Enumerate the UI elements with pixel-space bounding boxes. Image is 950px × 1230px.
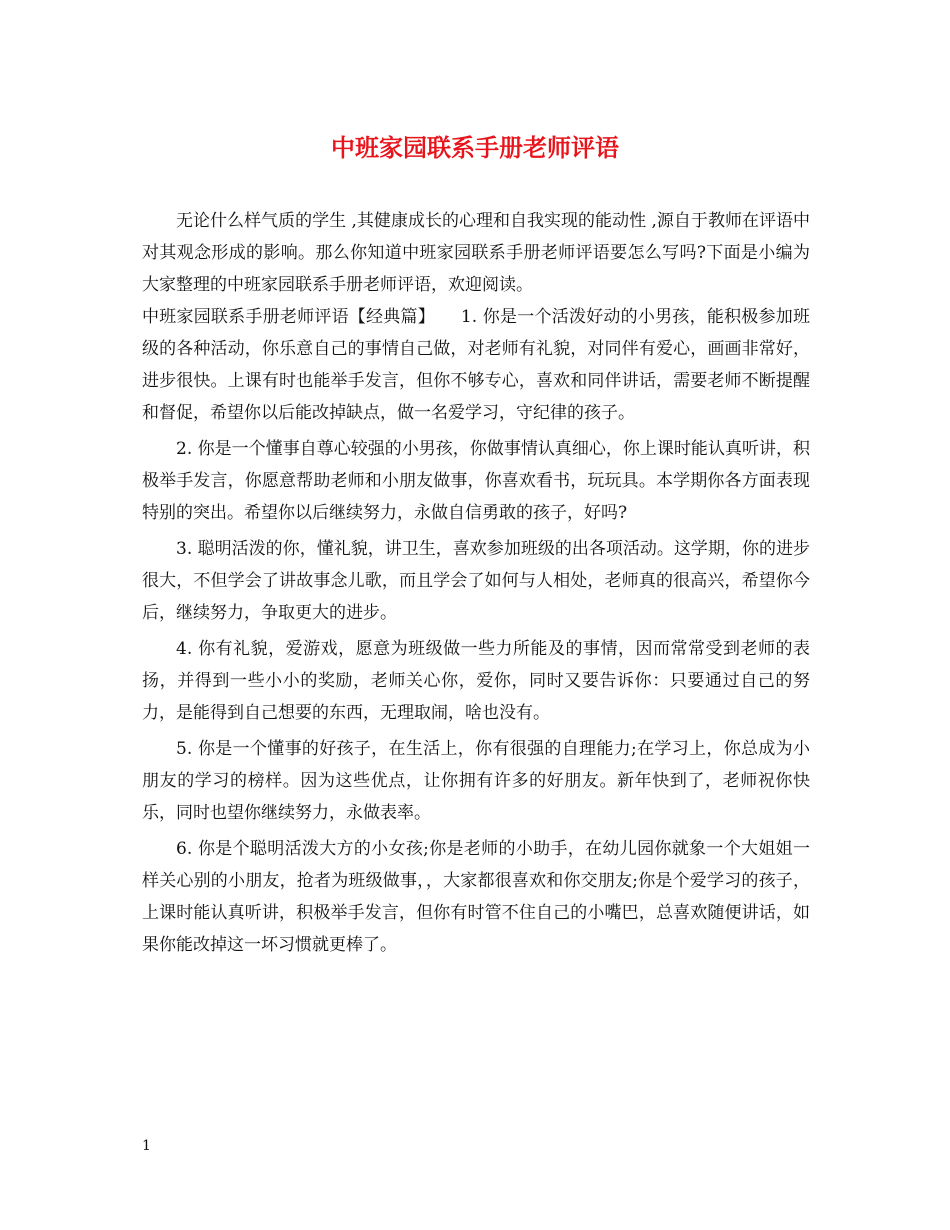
list-item: 6. 你是个聪明活泼大方的小女孩;你是老师的小助手，在幼儿园你就象一个大姐姐一样关心别的小朋友，抢者为班级做事，，大家都很喜欢和你交朋友;你是个爱学习的孩子，上课时能认真听讲，积极举手发言，但你有时管不住自己的小嘴巴，总喜欢随便讲话，如果你能改掉这一坏习惯就更棒了。 <box>142 839 810 955</box>
intro-paragraph: 无论什么样气质的学生 ,其健康成长的心理和自我实现的能动性 ,源自于教师在评语中对其观念形成的影响。那么你知道中班家园联系手册老师评语要怎么写吗?下面是小编为大家整理的中班家园联系手册老师评语，欢迎阅读。 <box>142 211 810 295</box>
list-item: 2. 你是一个懂事自尊心较强的小男孩，你做事情认真细心，你上课时能认真听讲，积极举手发言，你愿意帮助老师和小朋友做事，你喜欢看书，玩玩具。本学期你各方面表现特别的突出。希望你以后继续努力，永做自信勇敢的孩子，好吗? <box>142 439 810 523</box>
page-number: 1 <box>142 1138 151 1154</box>
list-item: 5. 你是一个懂事的好孩子，在生活上，你有很强的自理能力;在学习上，你总成为小朋友的学习的榜样。因为这些优点，让你拥有许多的好朋友。新年快到了，老师祝你快乐，同时也望你继续努力，永做表率。 <box>142 739 810 823</box>
document-body <box>142 205 810 965</box>
list-item: 4. 你有礼貌，爱游戏，愿意为班级做一些力所能及的事情，因而常常受到老师的表扬，并得到一些小小的奖励，老师关心你，爱你，同时又要告诉你：只要通过自己的努力，是能得到自己想要的东西，无理取闹，啥也没有。 <box>142 639 810 723</box>
list-item: 3. 聪明活泼的你，懂礼貌，讲卫生，喜欢参加班级的出各项活动。这学期，你的进步很大，不但学会了讲故事念儿歌，而且学会了如何与人相处，老师真的很高兴，希望你今后，继续努力，争取更大的进步。 <box>142 539 810 623</box>
section-heading-item-1: 中班家园联系手册老师评语【经典篇】 1. 你是一个活泼好动的小男孩，能积极参加班级的各种活动，你乐意自己的事情自己做，对老师有礼貌，对同伴有爱心，画画非常好，进步很快。上课有时也能举手发言，但你不够专心，喜欢和同伴讲话，需要老师不断提醒和督促，希望你以后能改掉缺点，做一名爱学习，守纪律的孩子。 <box>142 307 810 423</box>
document-title: 中班家园联系手册老师评语 <box>331 133 619 162</box>
